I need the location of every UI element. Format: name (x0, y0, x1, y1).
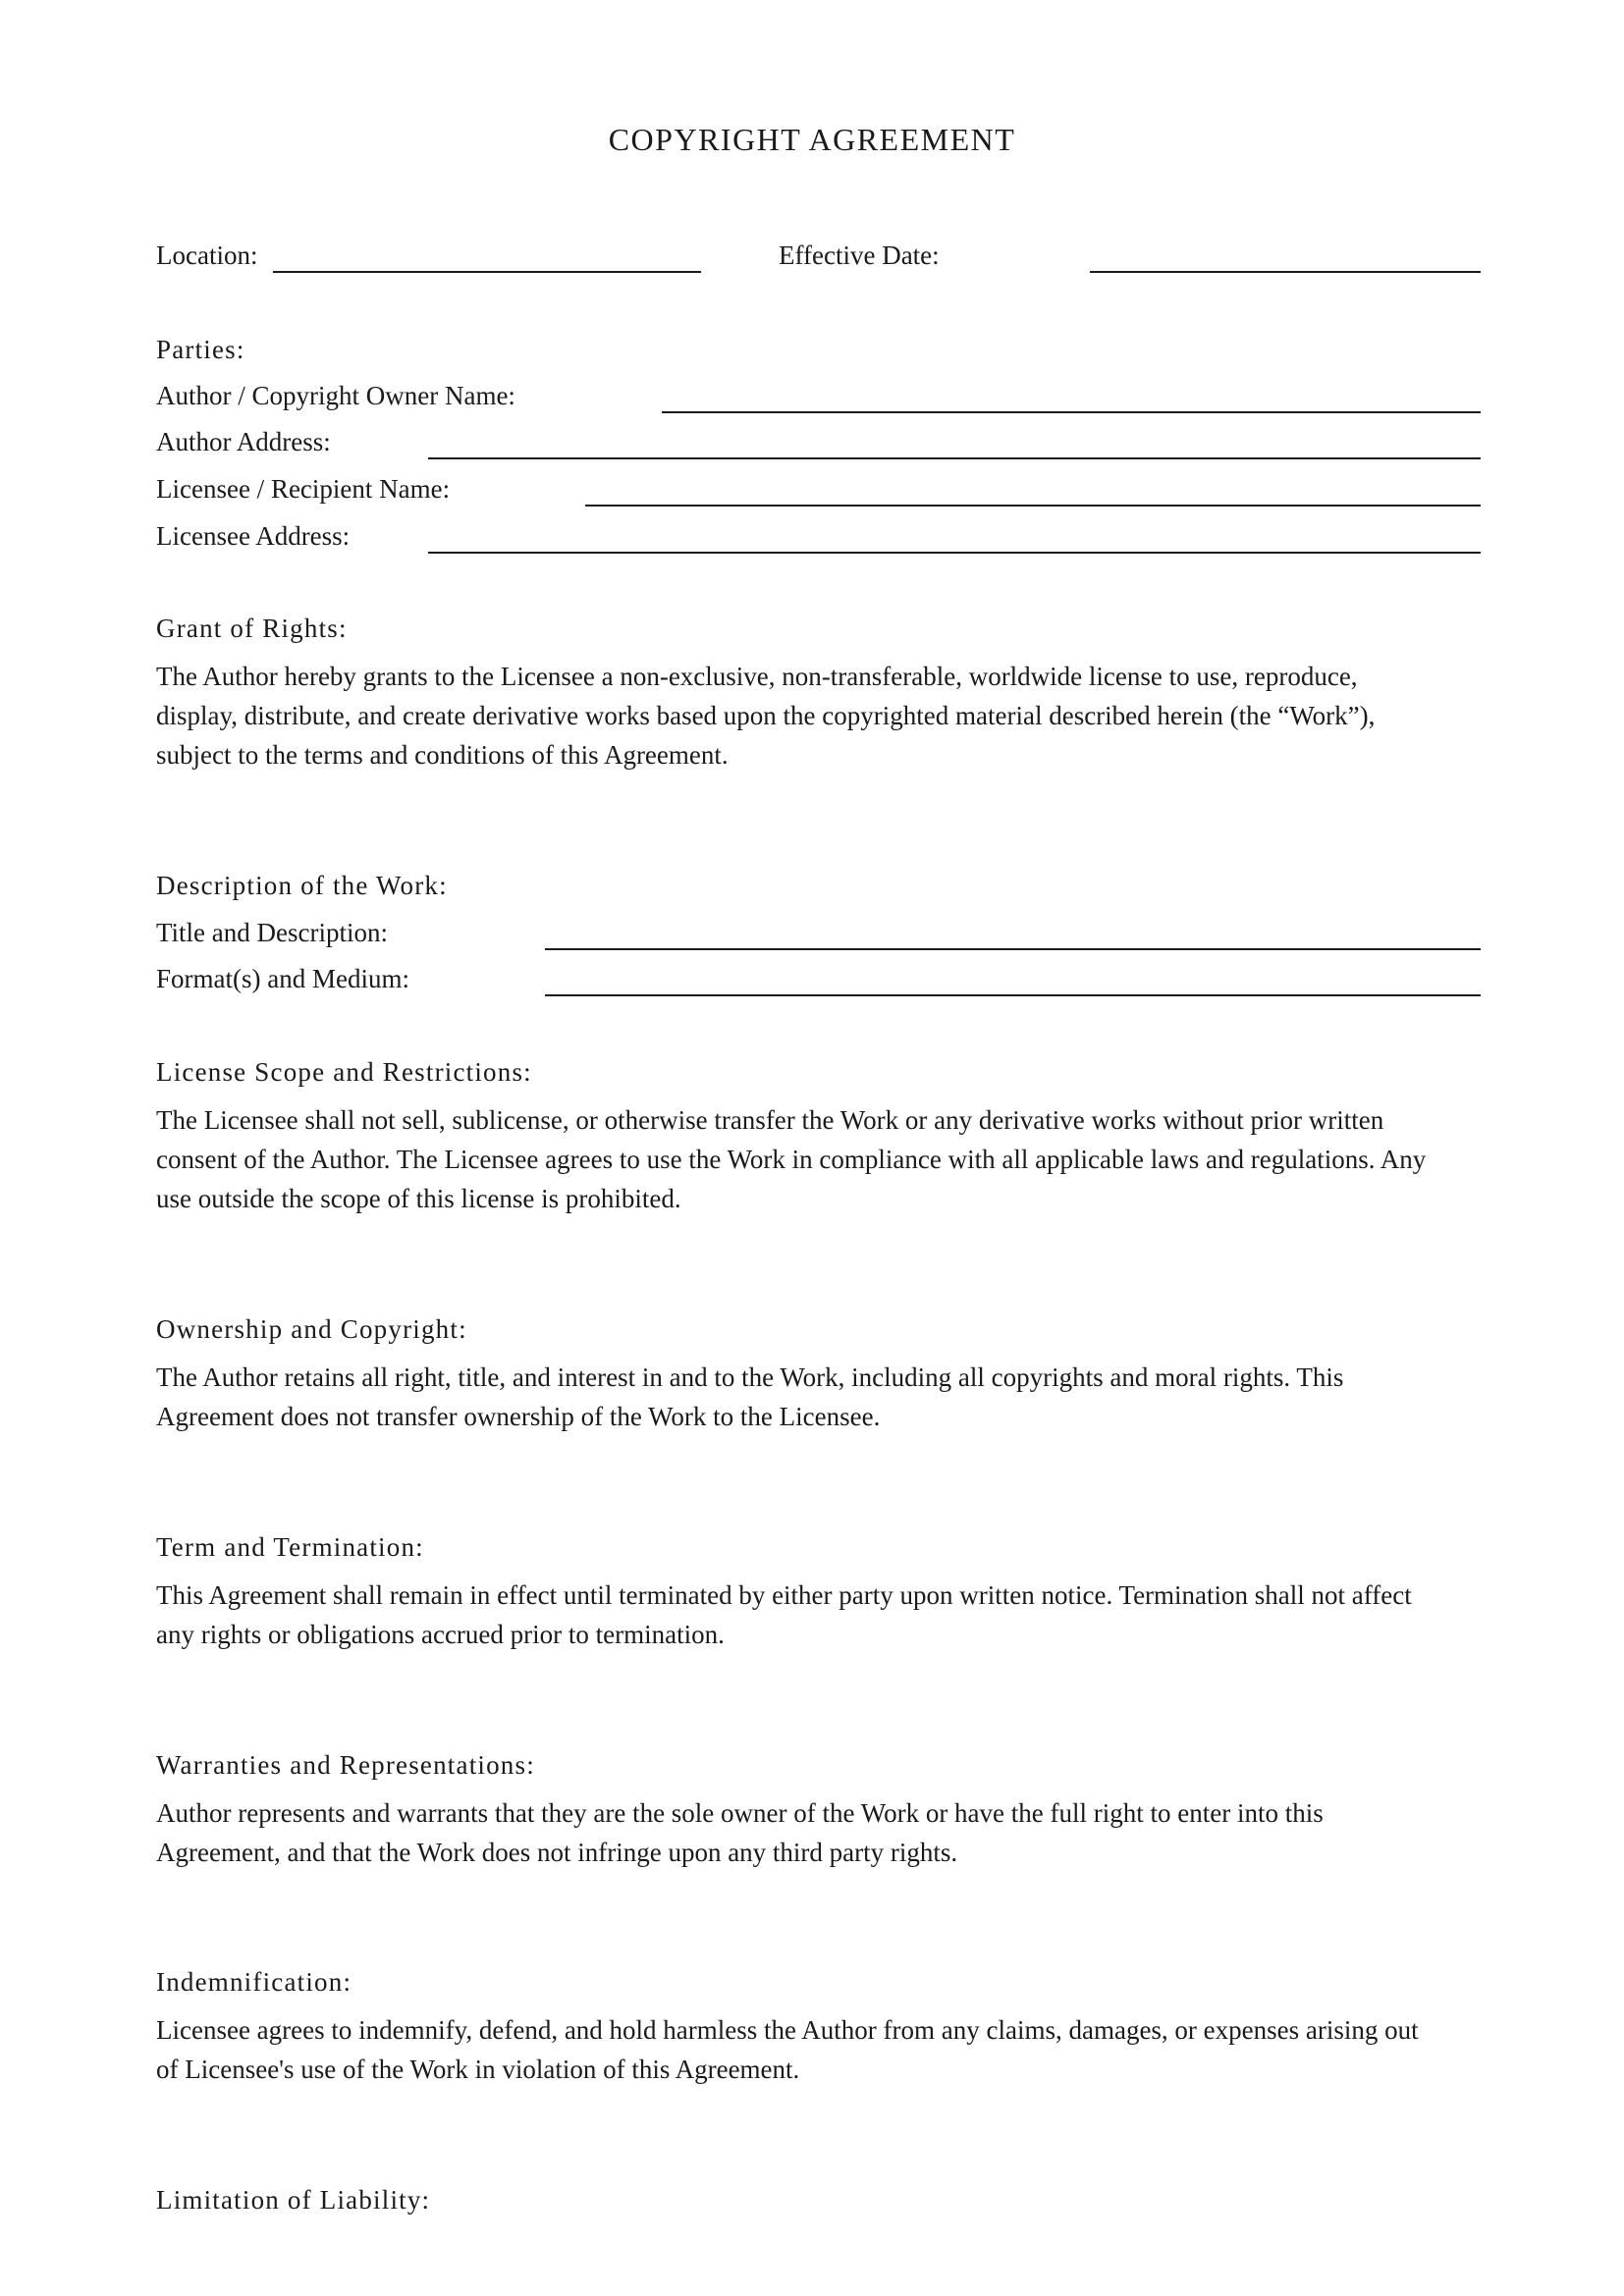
licensee-address-field[interactable] (428, 552, 1481, 554)
work-format-label: Format(s) and Medium: (156, 964, 409, 993)
work-title-label: Title and Description: (156, 918, 388, 947)
paragraph-line: display, distribute, and create derivative works based upon the copyrighted material described herein (the “Work”), (156, 701, 1376, 730)
indemnification-heading: Indemnification: (156, 1967, 352, 1997)
paragraph-line: of Licensee's use of the Work in violation of this Agreement. (156, 2055, 800, 2084)
licensee-address-label: Licensee Address: (156, 521, 351, 551)
license-scope-heading: License Scope and Restrictions: (156, 1057, 532, 1087)
author-name-field[interactable] (662, 411, 1481, 413)
paragraph-line: Author represents and warrants that they are the sole owner of the Work or have the full right to enter into this (156, 1798, 1324, 1828)
paragraph-line: This Agreement shall remain in effect until terminated by either party upon written notice. Termination shall not affect (156, 1580, 1412, 1610)
licensee-name-label: Licensee / Recipient Name: (156, 474, 451, 504)
author-name-label: Author / Copyright Owner Name: (156, 381, 515, 410)
work-title-field[interactable] (545, 948, 1481, 950)
author-address-field[interactable] (428, 457, 1481, 459)
license-scope-text (156, 1100, 1491, 1218)
indemnification-text (156, 2010, 1491, 2089)
term-heading: Term and Termination: (156, 1532, 424, 1562)
effective-date-field[interactable] (1090, 271, 1481, 273)
author-address-label: Author Address: (156, 427, 331, 456)
location-label: Location: (156, 240, 258, 270)
grant-of-rights-heading: Grant of Rights: (156, 614, 348, 643)
document-title: COPYRIGHT AGREEMENT (608, 122, 1016, 157)
location-field[interactable] (273, 271, 701, 273)
warranties-text (156, 1793, 1491, 1872)
paragraph-line: The Author retains all right, title, and interest in and to the Work, including all copyrights and moral rights. This (156, 1362, 1344, 1392)
parties-heading: Parties: (156, 335, 245, 364)
paragraph-line: Licensee agrees to indemnify, defend, and hold harmless the Author from any claims, damages, or expenses arising out (156, 2015, 1419, 2045)
paragraph-line: The Author hereby grants to the Licensee a non-exclusive, non-transferable, worldwide license to use, reproduce, (156, 662, 1358, 691)
paragraph-line: use outside the scope of this license is prohibited. (156, 1184, 681, 1213)
grant-of-rights-text (156, 657, 1491, 774)
limitation-heading: Limitation of Liability: (156, 2185, 431, 2215)
paragraph-line: subject to the terms and conditions of this Agreement. (156, 740, 729, 770)
paragraph-line: consent of the Author. The Licensee agrees to use the Work in compliance with all applicable laws and regulations. Any (156, 1145, 1427, 1174)
paragraph-line: The Licensee shall not sell, sublicense, or otherwise transfer the Work or any derivative works without prior written (156, 1105, 1384, 1135)
ownership-text (156, 1358, 1491, 1436)
paragraph-line: any rights or obligations accrued prior to termination. (156, 1620, 725, 1649)
term-text (156, 1575, 1491, 1654)
licensee-name-field[interactable] (585, 505, 1481, 507)
effective-date-label: Effective Date: (779, 240, 940, 270)
work-format-field[interactable] (545, 994, 1481, 996)
paragraph-line: Agreement does not transfer ownership of the Work to the Licensee. (156, 1402, 881, 1431)
warranties-heading: Warranties and Representations: (156, 1750, 535, 1780)
description-heading: Description of the Work: (156, 871, 448, 900)
paragraph-line: Agreement, and that the Work does not infringe upon any third party rights. (156, 1838, 958, 1867)
ownership-heading: Ownership and Copyright: (156, 1314, 467, 1344)
